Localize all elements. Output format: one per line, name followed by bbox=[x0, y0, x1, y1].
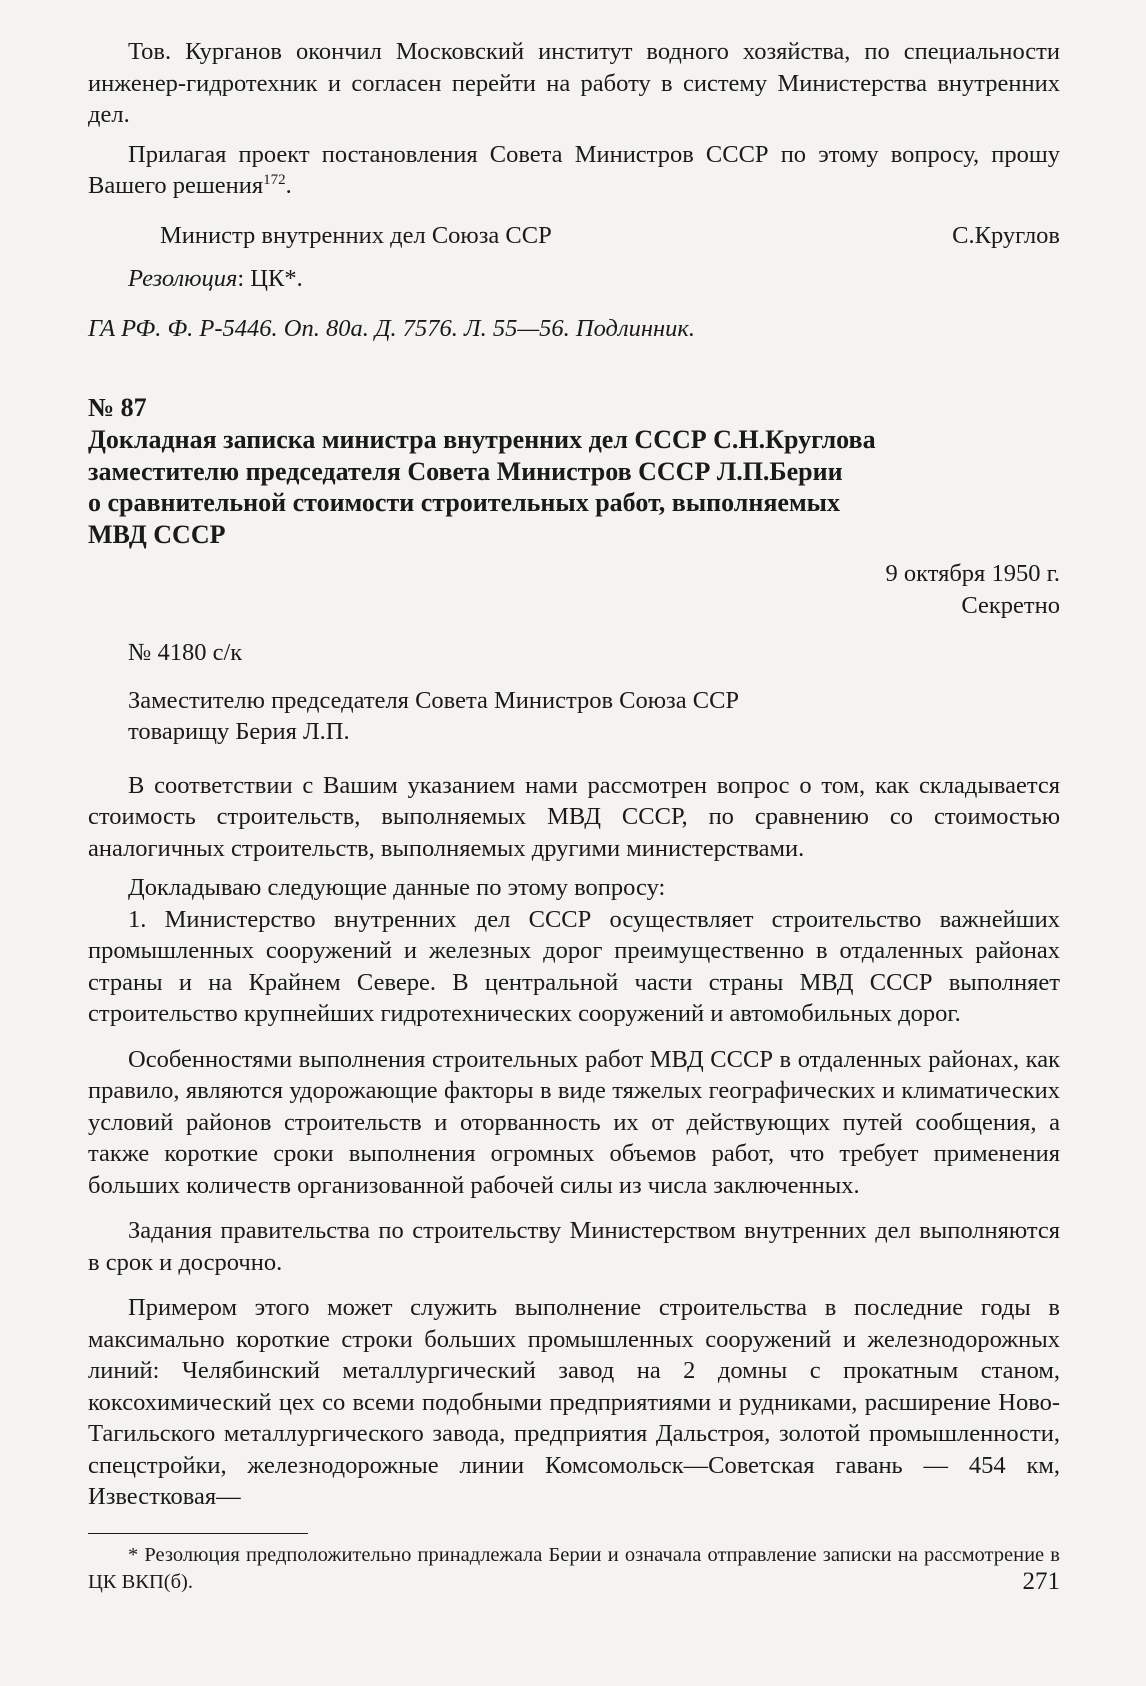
document-page bbox=[88, 36, 1060, 1596]
report-body bbox=[88, 770, 1060, 1513]
outgoing-number: № 4180 с/к bbox=[128, 639, 243, 666]
body-paragraph: В соответствии с Вашим указанием нами рассмотрен вопрос о том, как складывается стоимость строительств, выполняемых МВД СССР, по сравнению со стоимостью аналогичных строительств, выполняемых другими министерствами. bbox=[88, 771, 1060, 862]
document-date: 9 октября 1950 г. bbox=[885, 560, 1060, 587]
body-paragraph: Особенностями выполнения строительных работ МВД СССР в отдаленных районах, как правило, являются удорожающие факторы в виде тяжелых географических и климатических условий районов строительств и оторванность их от действующих путей сообщения, а также короткие сроки выполнения огромных объемов работ, что требует применения больших количеств организованной рабочей силы из числа заключенных. bbox=[88, 1045, 1060, 1199]
page-number: 271 bbox=[1022, 1568, 1060, 1595]
endnote-ref: 172 bbox=[263, 171, 286, 188]
signature-name: С.Круглов bbox=[952, 221, 1060, 249]
intro-paragraph-2 bbox=[88, 139, 1060, 202]
footnote: * Резолюция предположительно принадлежала Берии и означала отправление записки на рассмотрение в ЦК ВКП(б). bbox=[88, 1543, 1060, 1593]
document-title-line: Докладная записка министра внутренних дел СССР С.Н.Круглова bbox=[88, 425, 876, 454]
document-number: № 87 bbox=[88, 393, 147, 422]
addressee-line: Заместителю председателя Совета Министров Союза ССР bbox=[128, 686, 740, 714]
body-paragraph: Докладываю следующие данные по этому вопросу: bbox=[128, 874, 666, 901]
signature-block bbox=[88, 220, 1060, 252]
intro-paragraph-2-end: . bbox=[285, 172, 292, 199]
resolution-label: Резолюция bbox=[128, 265, 238, 292]
archive-reference: ГА РФ. Ф. Р-5446. Оп. 80а. Д. 7576. Л. 55—56. Подлинник. bbox=[88, 314, 696, 342]
footnote-divider bbox=[88, 1533, 308, 1534]
document-title-line: заместителю председателя Совета Министров СССР Л.П.Берии bbox=[88, 456, 843, 486]
document-title-line: МВД СССР bbox=[88, 519, 226, 549]
addressee bbox=[88, 685, 1060, 748]
resolution-text: : ЦК*. bbox=[237, 265, 303, 292]
classification-stamp: Секретно bbox=[961, 591, 1060, 619]
body-paragraph: 1. Министерство внутренних дел СССР осуществляет строительство важнейших промышленных сооружений и железных дорог преимущественно в отдаленных районах страны и на Крайнем Севере. В центральной части страны МВД СССР выполняет строительство крупнейших гидротехнических сооружений и автомобильных дорог. bbox=[88, 905, 1060, 1027]
document-title-line: о сравнительной стоимости строительных работ, выполняемых bbox=[88, 488, 840, 517]
body-paragraph: Задания правительства по строительству Министерством внутренних дел выполняются в срок и досрочно. bbox=[88, 1217, 1060, 1276]
intro-paragraph-2-text: Прилагая проект постановления Совета Министров СССР по этому вопросу, прошу Вашего решения bbox=[88, 140, 1060, 199]
addressee-line: товарищу Берия Л.П. bbox=[128, 718, 350, 745]
document-title bbox=[88, 424, 1060, 550]
intro-paragraph-1: Тов. Курганов окончил Московский институт водного хозяйства, по специальности инженер-гидротехник и согласен перейти на работу в систему Министерства внутренних дел. bbox=[88, 38, 1060, 128]
signature-title: Министр внутренних дел Союза ССР bbox=[160, 221, 552, 249]
body-paragraph: Примером этого может служить выполнение строительства в последние годы в максимально короткие строки больших промышленных сооружений и железнодорожных линий: Челябинский металлургический завод на 2 домны с прокатным станом, коксохимический цех со всеми подобными предприятиями и рудниками, расширение Ново-Тагильского металлургического завода, предприятия Дальстроя, золотой промышленности, спецстройки, железнодорожные линии Комсомольск—Советская гавань — 454 км, Известковая— bbox=[88, 1294, 1060, 1510]
resolution-note bbox=[88, 263, 1060, 295]
